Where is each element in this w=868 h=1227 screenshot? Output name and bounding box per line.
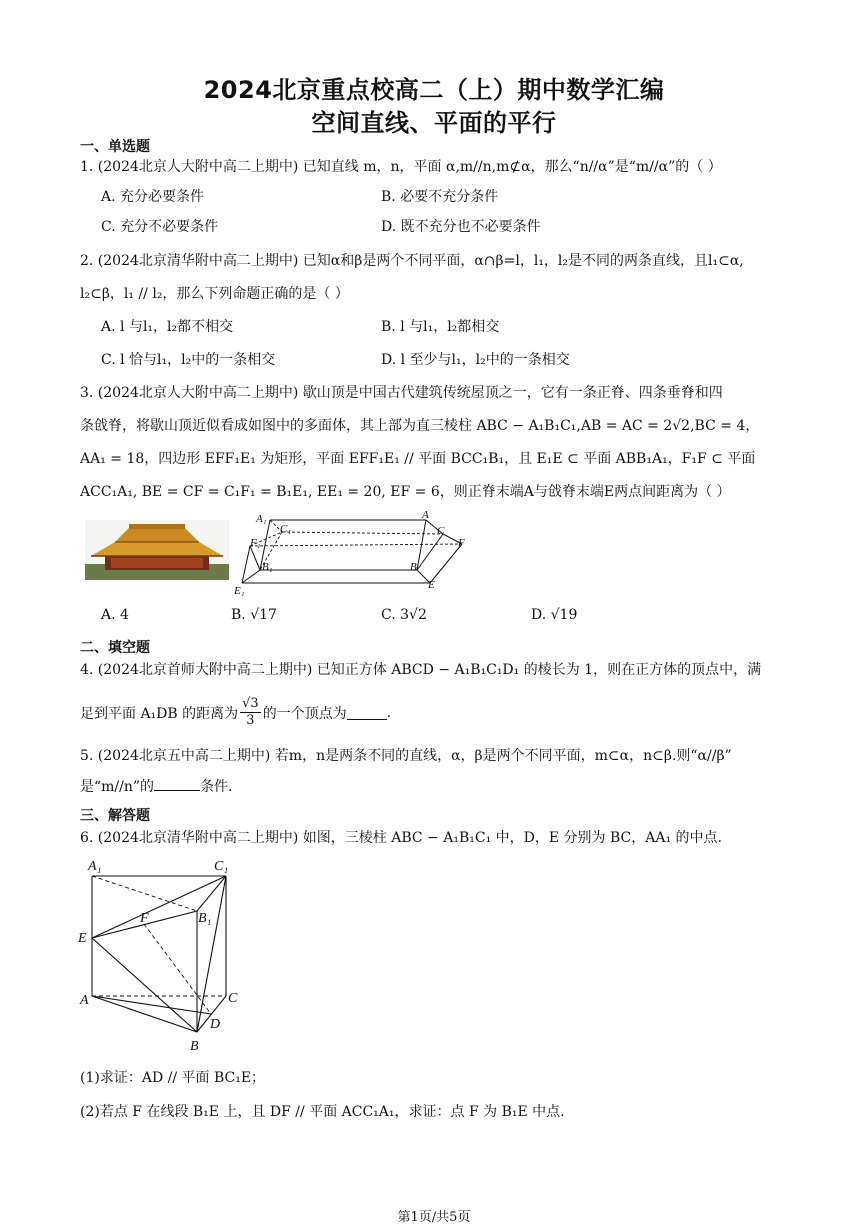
q4-fraction-numerator: √3 — [242, 696, 259, 711]
q5-line2-text: 是“m//n”的 — [80, 779, 155, 795]
label-b1: B₁ — [262, 561, 273, 573]
section-heading-solutions: 三、解答题 — [80, 808, 150, 824]
q6-prism-figure — [78, 854, 250, 1056]
page-title: 2024北京重点校高二（上）期中数学汇编 — [203, 76, 665, 104]
q3-option-a: A. 4 — [101, 607, 129, 623]
label-a: A — [80, 993, 89, 1008]
q4-fraction-denominator: 3 — [246, 713, 255, 728]
q4-line2-text: 足到平面 A₁DB 的距离为 — [80, 705, 239, 722]
question-4-line-1: 4. (2024北京首师大附中高二上期中) 已知正方体 ABCD − A₁B₁C₁D₁ 的棱长为 1，则在正方体的顶点中，满 — [80, 662, 762, 678]
question-3-line-3: AA₁ = 18，四边形 EFF₁E₁ 为矩形，平面 EFF₁E₁ // 平面 BCC₁B₁，且 E₁E ⊂ 平面 ABB₁A₁，F₁F ⊂ 平面 — [80, 451, 756, 467]
question-5-line-2 — [80, 776, 233, 796]
q3-polyhedron-figure — [230, 508, 475, 596]
label-f: F — [140, 911, 149, 926]
label-b: B — [410, 561, 417, 573]
question-3-line-4: ACC₁A₁, BE = CF = C₁F₁ = B₁E₁, EE₁ = 20, EF = 6，则正脊末端A与戗脊末端E两点间距离为（ ） — [80, 484, 731, 500]
label-d: D — [210, 1017, 221, 1032]
question-3-line-2: 条戗脊，将歇山顶近似看成如图中的多面体，其上部为直三棱柱 ABC − A₁B₁C₁,AB = AC = 2√2,BC = 4， — [80, 418, 760, 434]
label-a1: A₁ — [256, 513, 267, 525]
label-e: E — [78, 931, 87, 946]
q2-option-b: B. l 与l₁，l₂都相交 — [381, 319, 500, 335]
q1-option-d: D. 既不充分也不必要条件 — [381, 219, 541, 235]
q4-fraction — [240, 696, 261, 729]
q1-option-c: C. 充分不必要条件 — [101, 219, 219, 235]
question-2-line-2: l₂⊂β，l₁ // l₂，那么下列命题正确的是（ ） — [80, 286, 349, 302]
label-b: B — [190, 1039, 199, 1054]
q3-option-b: B. √17 — [231, 607, 277, 623]
page-footer: 第1页/共5页 — [397, 1210, 471, 1225]
question-5-line-1: 5. (2024北京五中高二上期中) 若m，n是两条不同的直线，α，β是两个不同平面，m⊂α，n⊂β.则“α//β” — [80, 748, 732, 764]
q2-option-a: A. l 与l₁，l₂都不相交 — [101, 319, 234, 335]
label-b1: B₁ — [198, 911, 212, 926]
q4-line2-text-2: 的一个顶点为 — [262, 705, 347, 722]
section-heading-single-choice: 一、单选题 — [80, 139, 150, 155]
label-a1: A₁ — [88, 859, 102, 874]
q1-option-b: B. 必要不充分条件 — [381, 189, 499, 205]
label-c1: C₁ — [280, 523, 292, 535]
q1-option-a: A. 充分必要条件 — [101, 189, 205, 205]
question-2-line-1: 2. (2024北京清华附中高二上期中) 已知α和β是两个不同平面，α∩β=l，l₁，l₂是不同的两条直线，且l₁⊂α, — [80, 253, 744, 269]
page-subtitle: 空间直线、平面的平行 — [311, 109, 557, 137]
label-c: C — [228, 991, 238, 1006]
label-e: E — [428, 579, 435, 591]
q5-answer-blank — [154, 778, 200, 791]
question-4-line-2 — [80, 696, 391, 729]
question-6-part-1: (1)求证：AD // 平面 BC₁E； — [80, 1070, 266, 1086]
label-c1: C₁ — [214, 859, 229, 874]
q3-option-c: C. 3√2 — [381, 607, 427, 623]
section-heading-fill-blank: 二、填空题 — [80, 640, 150, 656]
question-6-part-2: (2)若点 F 在线段 B₁E 上，且 DF // 平面 ACC₁A₁，求证：点 F 为 B₁E 中点. — [80, 1104, 565, 1120]
label-f: F — [458, 537, 465, 549]
label-f1: F₁ — [250, 537, 261, 549]
xieshan-roof-photo — [85, 520, 229, 580]
question-1-stem: 1. (2024北京人大附中高二上期中) 已知直线 m，n，平面 α,m//n,m⊄α，那么“n//α”是“m//α”的（ ） — [80, 159, 722, 175]
label-e1: E₁ — [234, 585, 245, 596]
q4-answer-blank — [347, 705, 387, 720]
question-6-stem: 6. (2024北京清华附中高二上期中) 如图，三棱柱 ABC − A₁B₁C₁ 中，D，E 分别为 BC，AA₁ 的中点. — [80, 830, 722, 846]
question-3-line-1: 3. (2024北京人大附中高二上期中) 歇山顶是中国古代建筑传统屋顶之一，它有一条正脊、四条垂脊和四 — [80, 385, 723, 401]
q2-option-c: C. l 恰与l₁，l₂中的一条相交 — [101, 352, 276, 368]
q5-line2-text-2: 条件. — [200, 779, 233, 795]
label-a: A — [422, 509, 429, 521]
label-c: C — [437, 525, 445, 537]
q3-option-d: D. √19 — [531, 607, 578, 623]
q4-line2-end: . — [386, 704, 392, 721]
q2-option-d: D. l 至少与l₁，l₂中的一条相交 — [381, 352, 570, 368]
